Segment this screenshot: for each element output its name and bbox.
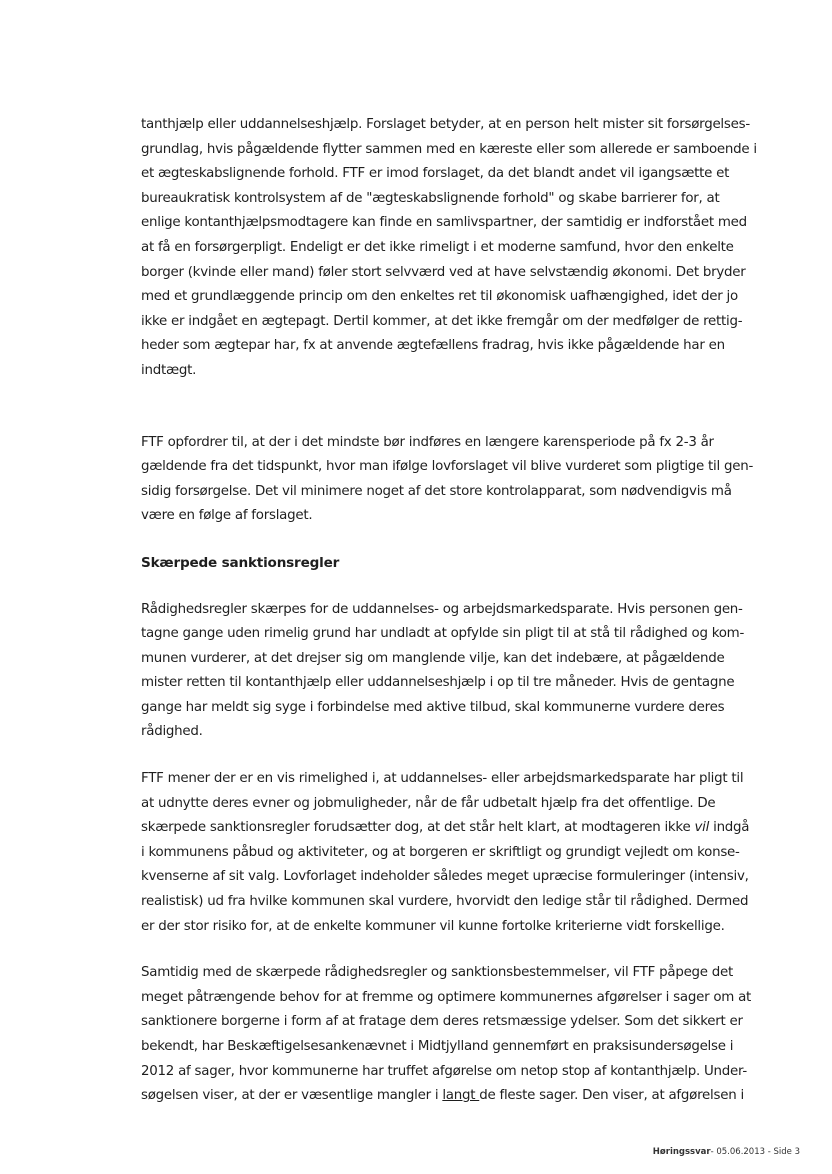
text-line: borger (kvinde eller mand) føler stort selvværd ved at have selvstændig økonomi. Det bryder (141, 264, 746, 280)
paragraph-4 (141, 767, 750, 939)
text-line: med et grundlæggende princip om den enkeltes ret til økonomisk uafhængighed, idet der jo (141, 289, 738, 305)
text-line: FTF opfordrer til, at der i det mindste bør indføres en længere karensperiode på fx 2-3 år (141, 434, 714, 450)
text-line: realistisk) ud fra hvilke kommunen skal vurdere, hvorvidt den ledige står til rådighed. Dermed (141, 894, 749, 910)
spacer (141, 576, 741, 598)
paragraph-3 (141, 598, 745, 746)
text-line: rådighed. (141, 724, 203, 740)
text-line: er der stor risiko for, at de enkelte kommuner vil kunne fortolke kriterierne vidt forskellige. (141, 918, 725, 934)
text-line: at udnytte deres evner og jobmuligheder, når de får udbetalt hjælp fra det offentlige. De (141, 795, 716, 811)
text-line: grundlag, hvis pågældende flytter sammen med en kæreste eller som allerede er samboende i (141, 141, 757, 157)
paragraph-5 (141, 961, 752, 1109)
text-line: mister retten til kontanthjælp eller uddannelseshjælp i op til tre måneder. Hvis de gentagne (141, 675, 735, 691)
text-line: sanktionere borgerne i form af at fratage dem deres retsmæssige ydelser. Som det sikkert er (141, 1014, 743, 1030)
text-line: heder som ægtepar har, fx at anvende ægtefællens fradrag, hvis ikke pågældende har en (141, 338, 725, 354)
paragraph-1 (141, 113, 757, 384)
emphasis-text: vil (694, 820, 710, 836)
footer-label: Høringssvar (652, 1147, 711, 1157)
text-line: gældende fra det tidspunkt, hvor man ifølge lovforslaget vil blive vurderet som pligtige til gen- (141, 459, 754, 475)
text-line: ikke er indgået en ægtepagt. Dertil kommer, at det ikke fremgår om der medfølger de rettig- (141, 313, 743, 329)
page-footer (560, 1147, 800, 1157)
spacer (141, 384, 741, 431)
text-line: meget påtrængende behov for at fremme og optimere kommunernes afgørelser i sager om at (141, 989, 752, 1005)
text-line: bureaukratisk kontrolsystem af de "ægteskabslignende forhold" og skabe barrierer for, at (141, 190, 720, 206)
text-line: sidig forsørgelse. Det vil minimere noget af det store kontrolapparat, som nødvendigvis må (141, 483, 732, 499)
spacer (141, 939, 741, 961)
text-segment: skærpede sanktionsregler forudsætter dog, at det står helt klart, at modtageren ikke (141, 820, 695, 836)
text-line: Rådighedsregler skærpes for de uddannelses- og arbejdsmarkedsparate. Hvis personen gen- (141, 601, 743, 617)
text-line: indtægt. (141, 362, 197, 378)
text-segment: søgelsen viser, at der er væsentlige mangler i (141, 1088, 443, 1104)
text-line: FTF mener der er en vis rimelighed i, at uddannelses- eller arbejdsmarkedsparate har pligt til (141, 771, 744, 787)
footer-details: - 05.06.2013 - Side 3 (710, 1147, 800, 1157)
text-line: bekendt, har Beskæftigelsesankenævnet i Midtjylland gennemført en praksisundersøgelse i (141, 1039, 734, 1054)
text-line: kvenserne af sit valg. Lovforlaget indeholder således meget upræcise formuleringer (intensiv, (141, 869, 749, 885)
section-heading: Skærpede sanktionsregler (141, 554, 340, 571)
text-segment: de fleste sager. Den viser, at afgørelsen i (479, 1088, 744, 1104)
text-line: tagne gange uden rimelig grund har undladt at opfylde sin pligt til at stå til rådighed og kom- (141, 626, 745, 642)
text-line (141, 1084, 744, 1109)
text-line: enlige kontanthjælpsmodtagere kan finde en samlivspartner, der samtidig er indforstået med (141, 215, 747, 231)
spacer (141, 745, 741, 767)
document-body (141, 113, 757, 1109)
text-line: munen vurderer, at det drejser sig om manglende vilje, kan det indebære, at pågældende (141, 650, 725, 666)
paragraph-2 (141, 431, 754, 529)
text-line: 2012 af sager, hvor kommunerne har truffet afgørelse om netop stop af kontanthjælp. Under- (141, 1063, 747, 1079)
spacer (141, 529, 741, 551)
text-line: et ægteskabslignende forhold. FTF er imod forslaget, da det blandt andet vil igangsætte et (141, 166, 730, 182)
text-line (141, 816, 750, 841)
text-line: være en følge af forslaget. (141, 508, 313, 524)
text-line: Samtidig med de skærpede rådighedsregler og sanktionsbestemmelser, vil FTF påpege det (141, 965, 734, 981)
text-line: gange har meldt sig syge i forbindelse med aktive tilbud, skal kommunerne vurdere deres (141, 699, 725, 715)
text-line: i kommunens påbud og aktiviteter, og at borgeren er skriftligt og grundigt vejledt om konse- (141, 844, 740, 860)
text-line: tanthjælp eller uddannelseshjælp. Forslaget betyder, at en person helt mister sit forsørgelses- (141, 117, 750, 132)
text-segment: indgå (709, 820, 750, 836)
underlined-text: langt (442, 1088, 480, 1104)
text-line: at få en forsørgerpligt. Endeligt er det ikke rimeligt i et moderne samfund, hvor den enkelte (141, 239, 734, 255)
